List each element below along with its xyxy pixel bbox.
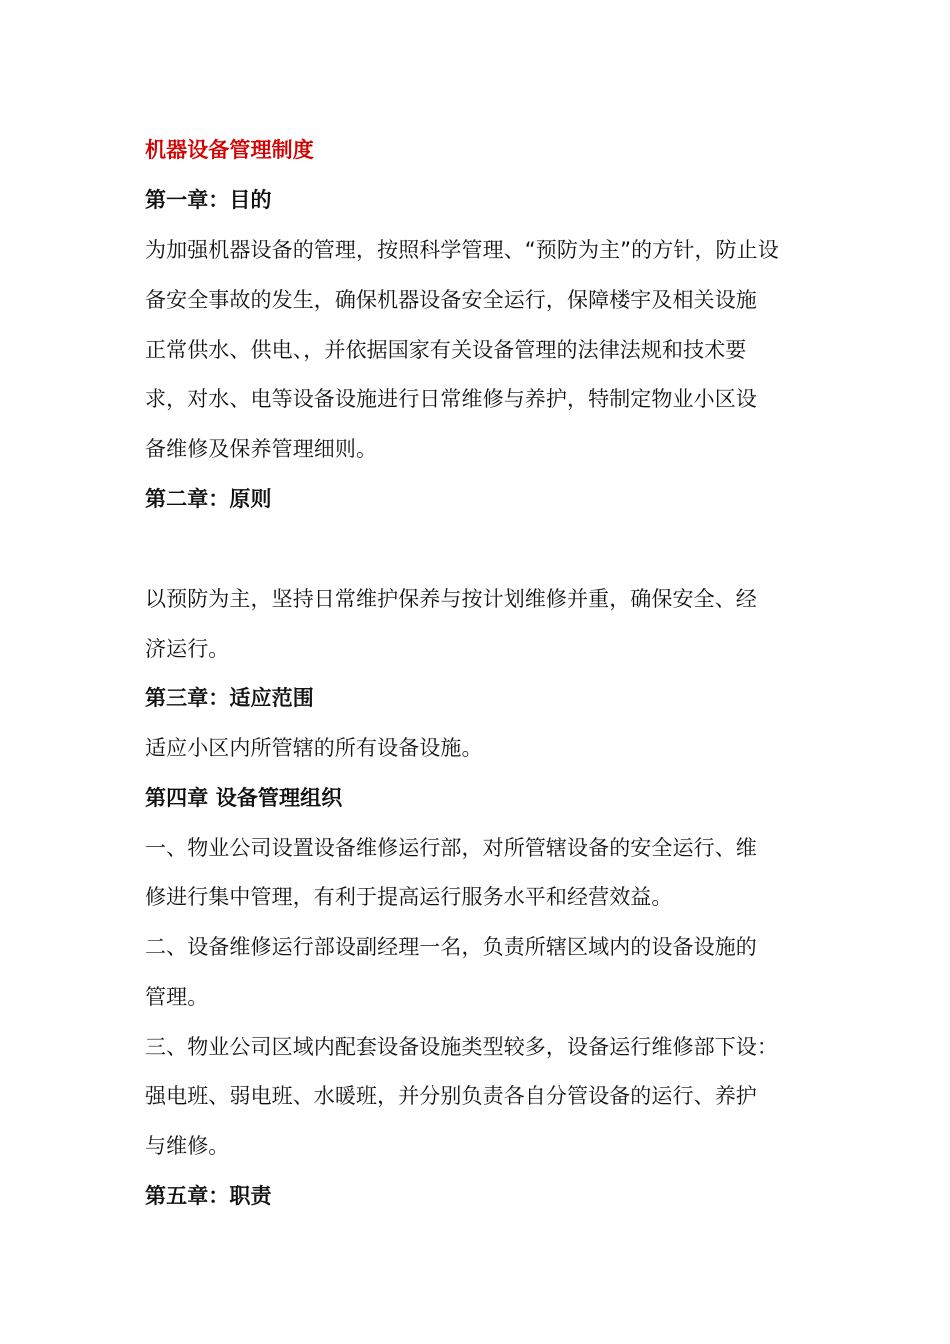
paragraph-line: 备安全事故的发生，确保机器设备安全运行，保障楼宇及相关设施 [145,288,757,312]
chapter-4-heading: 第四章 设备管理组织 [145,786,343,810]
chapter-3-heading: 第三章：适应范围 [145,686,314,710]
paragraph-line: 以预防为主，坚持日常维护保养与按计划维修并重，确保安全、经 [145,587,757,611]
paragraph-line: 为加强机器设备的管理，按照科学管理、“预防为主”的方针，防止设 [145,238,779,262]
paragraph-line: 适应小区内所管辖的所有设备设施。 [145,736,483,760]
paragraph-line: 三、物业公司区域内配套设备设施类型较多，设备运行维修部下设： [145,1035,778,1059]
paragraph-line: 二、设备维修运行部设副经理一名，负责所辖区域内的设备设施的 [145,935,757,959]
chapter-5-heading: 第五章：职责 [145,1184,272,1208]
paragraph-line: 一、物业公司设置设备维修运行部，对所管辖设备的安全运行、维 [145,836,757,860]
paragraph-line: 管理。 [145,985,209,1009]
document-title: 机器设备管理制度 [145,138,314,162]
paragraph-line: 修进行集中管理，有利于提高运行服务水平和经营效益。 [145,885,673,909]
paragraph-line: 与维修。 [145,1134,230,1158]
paragraph-line: 强电班、弱电班、水暖班，并分别负责各自分管设备的运行、养护 [145,1084,757,1108]
paragraph-line: 求，对水、电等设备设施进行日常维修与养护，特制定物业小区设 [145,387,757,411]
chapter-2-heading: 第二章：原则 [145,487,272,511]
paragraph-line: 备维修及保养管理细则。 [145,437,378,461]
chapter-1-heading: 第一章：目的 [145,188,272,212]
paragraph-line: 正常供水、供电、，并依据国家有关设备管理的法律法规和技术要 [145,338,747,362]
paragraph-line: 济运行。 [145,637,230,661]
